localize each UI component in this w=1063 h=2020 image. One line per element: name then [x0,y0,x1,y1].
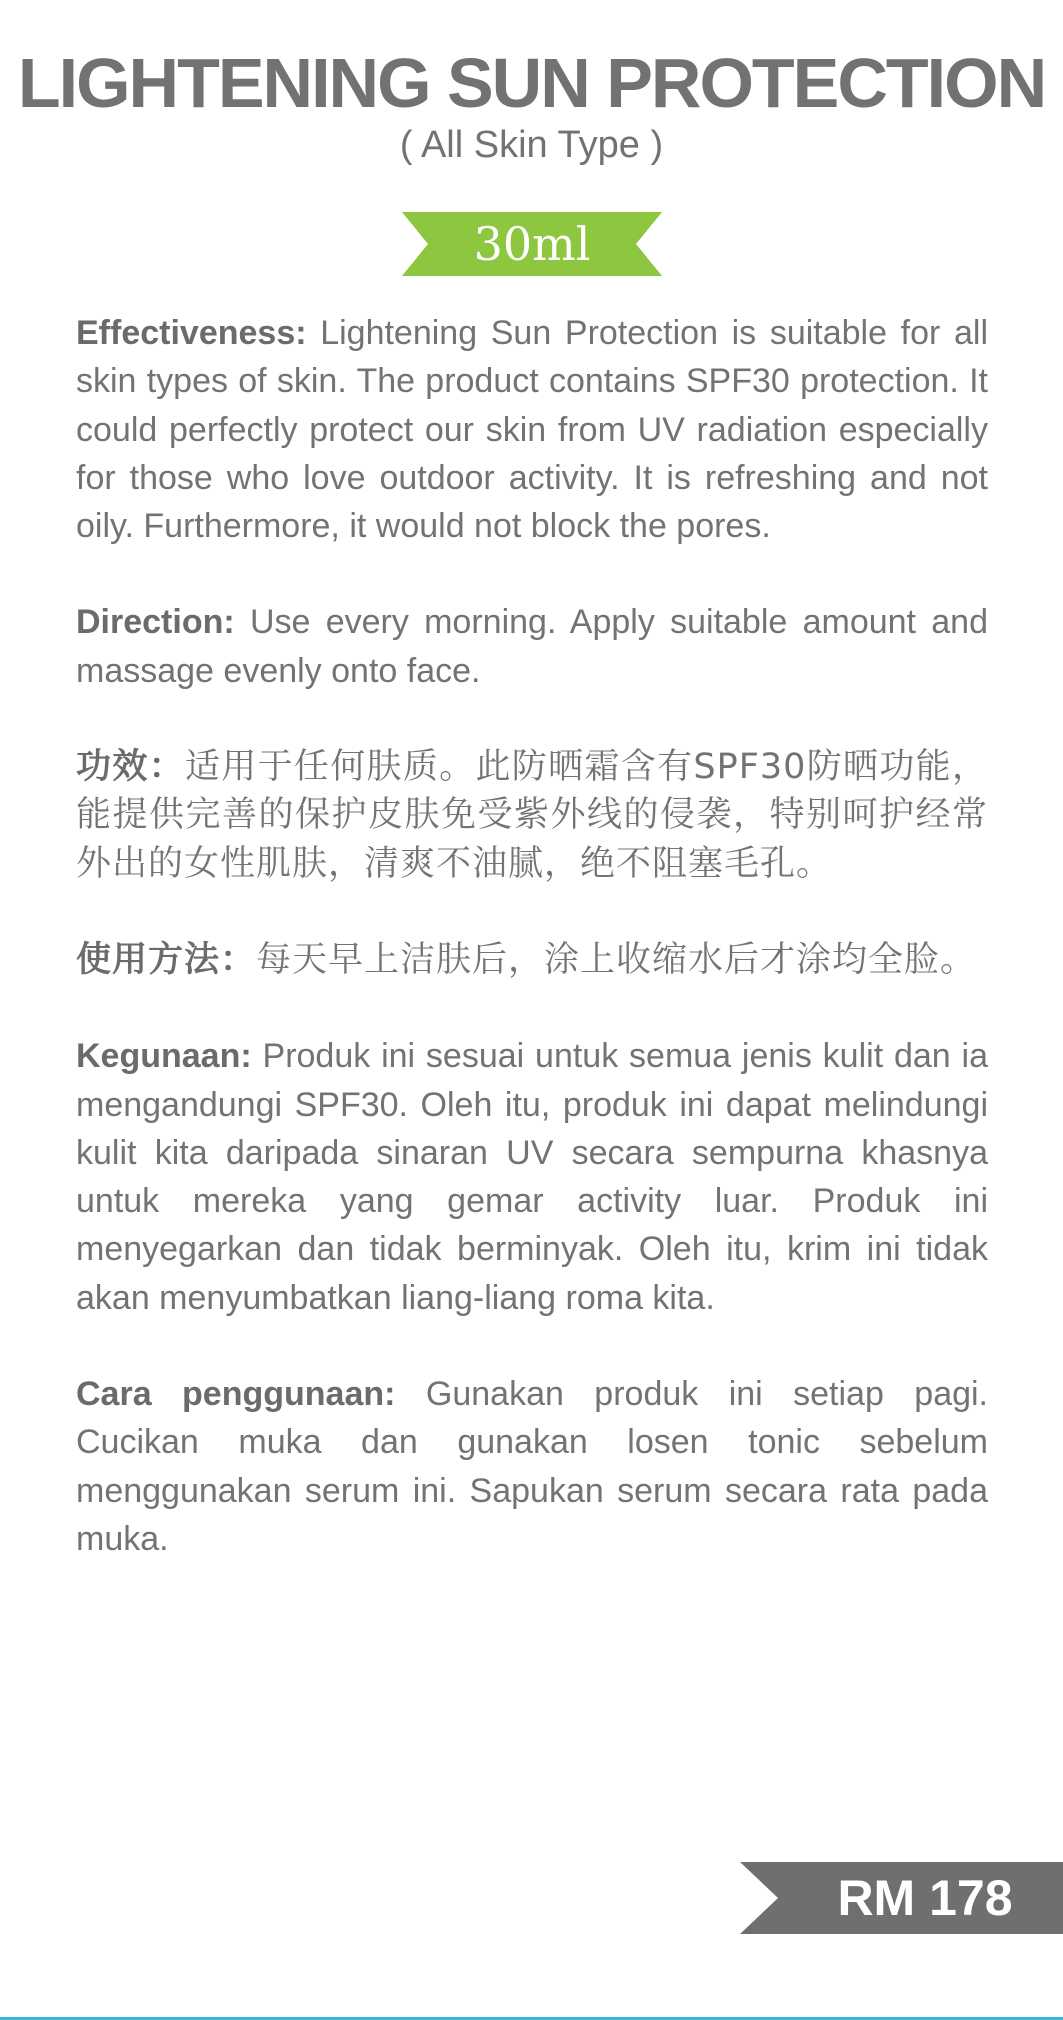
cara-text: Gunakan produk ini setiap pagi. Cucikan muka dan gunakan losen tonic sebelum menggunakan serum ini. Sapukan serum secara rata pada muka. [76,1375,989,1558]
gongxiao-label: 功效： [76,747,185,788]
volume-ribbon [402,212,662,276]
effectiveness-paragraph [76,309,988,550]
cara-paragraph [76,1370,988,1563]
cara-label: Cara penggunaan: [76,1375,396,1414]
price-label: RM 178 [837,1870,1013,1926]
gongxiao-paragraph [76,743,988,888]
direction-text: Use every morning. Apply suitable amount and massage evenly onto face. [76,603,988,690]
kegunaan-label: Kegunaan: [76,1037,252,1076]
product-description [76,309,988,1611]
effectiveness-text: Lightening Sun Protection is suitable for all skin types of skin. The product contains SPF30 protection. It could perfectly protect our skin from UV radiation especially for those who love outdoor activity. It is refreshing and not oily. Furthermore, it would not block the pores. [76,314,988,546]
direction-paragraph [76,598,988,695]
skin-type-subtitle: ( All Skin Type ) [399,124,664,166]
shiyong-text: 每天早上洁肤后，涂上收缩水后才涂均全脸。 [256,939,977,980]
product-title: LIGHTENING SUN PROTECTION [17,44,1046,122]
gongxiao-text: 适用于任何肤质。此防晒霜含有SPF30防晒功能，能提供完善的保护皮肤免受紫外线的侵袭，特别呵护经常外出的女性肌肤，清爽不油腻，绝不阻塞毛孔。 [76,747,988,884]
kegunaan-paragraph [76,1032,988,1322]
volume-label: 30ml [473,217,591,271]
shiyong-paragraph [76,936,988,984]
price-tag [740,1862,1063,1934]
direction-label: Direction: [76,603,235,642]
shiyong-label: 使用方法： [76,939,257,980]
kegunaan-text: Produk ini sesuai untuk semua jenis kulit dan ia mengandungi SPF30. Oleh itu, produk ini dapat melindungi kulit kita daripada sinaran UV secara sempurna khasnya untuk mereka yang gemar activity luar. Produk ini menyegarkan dan tidak berminyak. Oleh itu, krim ini tidak akan menyumbatkan liang-liang roma kita. [76,1037,988,1317]
effectiveness-label: Effectiveness: [76,314,307,352]
